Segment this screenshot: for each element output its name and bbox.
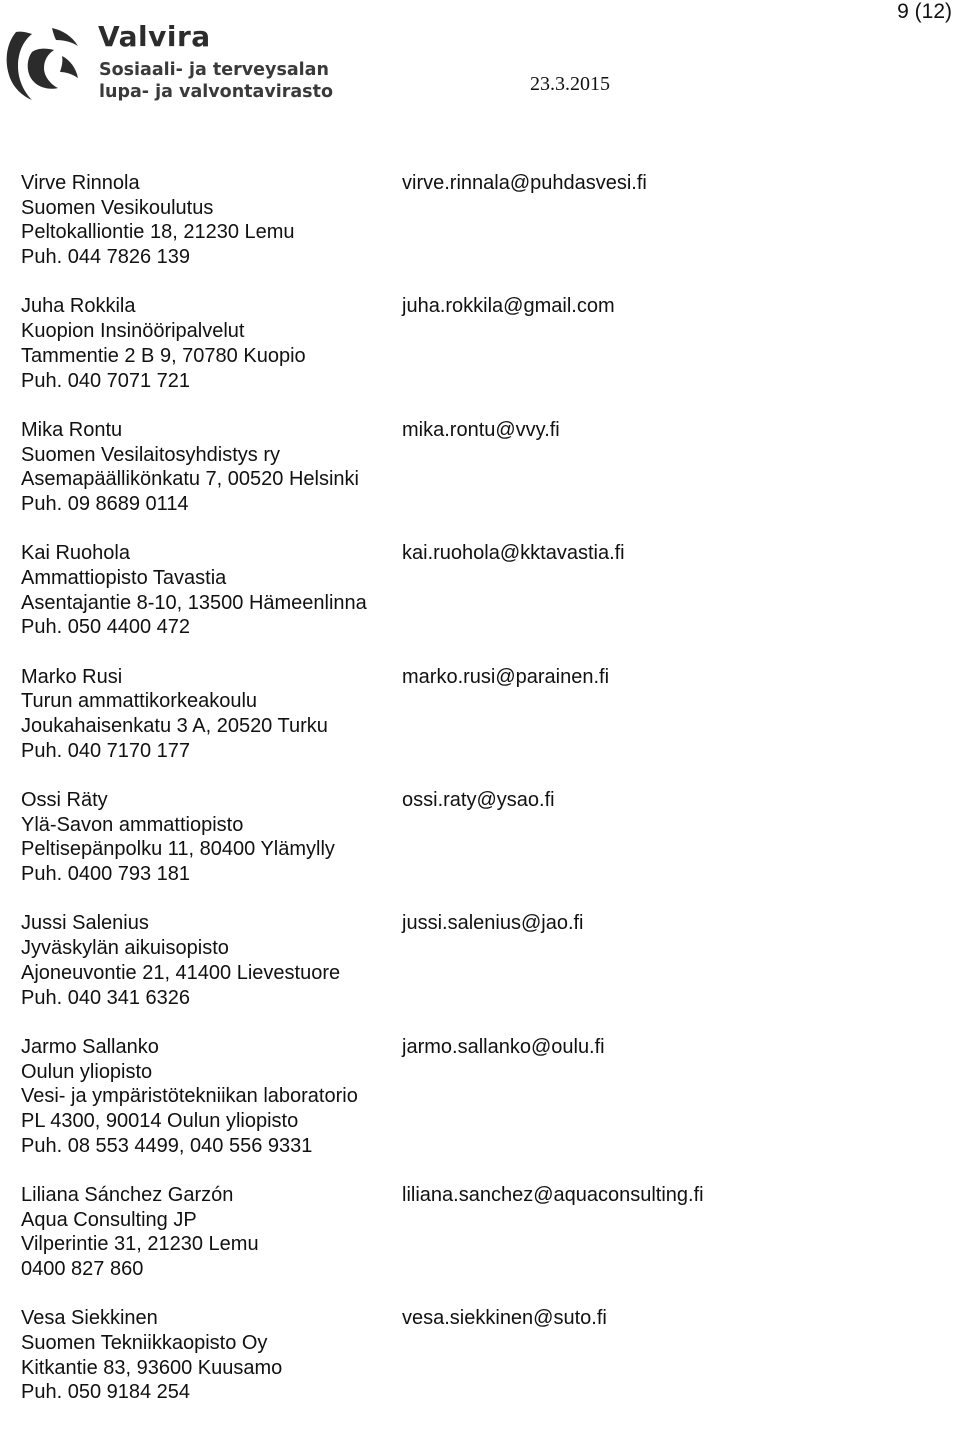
contact-detail-line: Ammattiopisto Tavastia [21, 566, 227, 589]
contact-entry [21, 1035, 921, 1159]
contact-email: ossi.raty@ysao.fi [402, 789, 555, 812]
contact-details [21, 911, 401, 1010]
contact-name: Ossi Räty [21, 789, 108, 812]
contact-detail-line: Joukahaisenkatu 3 A, 20520 Turku [21, 715, 328, 738]
contact-details [21, 541, 401, 640]
contact-email: kai.ruohola@kktavastia.fi [402, 542, 625, 565]
contact-name: Vesa Siekkinen [21, 1307, 158, 1330]
contact-detail-line: Peltisepänpolku 11, 80400 Ylämylly [21, 838, 335, 861]
contact-list [21, 171, 921, 1430]
contact-entry [21, 1183, 921, 1282]
contact-detail-line: Vesi- ja ympäristötekniikan laboratorio [21, 1085, 358, 1108]
contact-email: jussi.salenius@jao.fi [402, 912, 584, 935]
contact-details [21, 418, 401, 517]
valvira-logo [2, 20, 333, 112]
contact-detail-line: Puh. 040 7170 177 [21, 739, 191, 762]
contact-detail-line: Puh. 040 341 6326 [21, 986, 191, 1009]
contact-detail-line: PL 4300, 90014 Oulun yliopisto [21, 1109, 299, 1132]
contact-details [21, 665, 401, 764]
contact-name: Juha Rokkila [21, 295, 136, 318]
contact-entry [21, 294, 921, 393]
contact-email: virve.rinnala@puhdasvesi.fi [402, 172, 647, 194]
contact-entry [21, 911, 921, 1010]
contact-name: Jussi Salenius [21, 912, 149, 935]
contact-detail-line: Puh. 050 4400 472 [21, 616, 191, 639]
contact-detail-line: Puh. 0400 793 181 [21, 863, 191, 886]
contact-entry [21, 665, 921, 764]
contact-detail-line: Puh. 044 7826 139 [21, 246, 191, 269]
contact-detail-line: Oulun yliopisto [21, 1060, 153, 1083]
contact-detail-line: 0400 827 860 [21, 1258, 144, 1281]
contact-email: vesa.siekkinen@suto.fi [402, 1307, 607, 1330]
contact-detail-line: Puh. 050 9184 254 [21, 1381, 191, 1404]
contact-name: Marko Rusi [21, 665, 123, 688]
contact-details [21, 171, 401, 270]
contact-email: jarmo.sallanko@oulu.fi [402, 1035, 605, 1058]
contact-details [21, 1183, 401, 1282]
contact-detail-line: Puh. 08 553 4499, 040 556 9331 [21, 1134, 313, 1157]
contact-entry [21, 418, 921, 517]
valvira-logo-icon [2, 22, 90, 110]
contact-detail-line: Kitkantie 83, 93600 Kuusamo [21, 1356, 283, 1379]
contact-details [21, 1306, 401, 1405]
contact-name: Jarmo Sallanko [21, 1035, 159, 1058]
contact-name: Kai Ruohola [21, 542, 130, 565]
contact-detail-line: Tammentie 2 B 9, 70780 Kuopio [21, 344, 306, 367]
contact-details [21, 294, 401, 393]
contact-details [21, 1035, 401, 1159]
page-number: 9 (12) [897, 0, 952, 23]
contact-details [21, 788, 401, 887]
contact-detail-line: Kuopion Insinööripalvelut [21, 320, 245, 343]
contact-detail-line: Vilperintie 31, 21230 Lemu [21, 1233, 259, 1256]
contact-name: Liliana Sánchez Garzón [21, 1183, 234, 1206]
contact-email: liliana.sanchez@aquaconsulting.fi [402, 1183, 704, 1206]
contact-detail-line: Puh. 09 8689 0114 [21, 492, 189, 515]
contact-name: Virve Rinnola [21, 172, 140, 194]
contact-detail-line: Aqua Consulting JP [21, 1208, 197, 1231]
contact-detail-line: Peltokalliontie 18, 21230 Lemu [21, 221, 295, 244]
contact-entry [21, 171, 921, 270]
contact-detail-line: Puh. 040 7071 721 [21, 369, 191, 392]
contact-detail-line: Asemapäällikönkatu 7, 00520 Helsinki [21, 468, 359, 491]
contact-email: juha.rokkila@gmail.com [402, 295, 615, 318]
logo-subtitle-line-2: lupa- ja valvontavirasto [99, 82, 333, 102]
contact-entry [21, 541, 921, 640]
contact-detail-line: Suomen Vesilaitosyhdistys ry [21, 443, 281, 466]
logo-name: Valvira [98, 20, 211, 53]
contact-detail-line: Suomen Vesikoulutus [21, 196, 214, 219]
contact-entry [21, 1306, 921, 1405]
contact-detail-line: Turun ammattikorkeakoulu [21, 690, 258, 713]
contact-name: Mika Rontu [21, 418, 123, 441]
contact-detail-line: Ajoneuvontie 21, 41400 Lievestuore [21, 961, 341, 984]
contact-email: marko.rusi@parainen.fi [402, 665, 610, 688]
contact-detail-line: Suomen Tekniikkaopisto Oy [21, 1332, 268, 1355]
contact-detail-line: Jyväskylän aikuisopisto [21, 937, 229, 960]
logo-subtitle-line-1: Sosiaali- ja terveysalan [99, 60, 329, 80]
contact-detail-line: Asentajantie 8-10, 13500 Hämeenlinna [21, 591, 367, 614]
contact-entry [21, 788, 921, 887]
contact-detail-line: Ylä-Savon ammattiopisto [21, 813, 244, 836]
document-date: 23.3.2015 [530, 73, 610, 95]
contact-email: mika.rontu@vvy.fi [402, 418, 560, 441]
